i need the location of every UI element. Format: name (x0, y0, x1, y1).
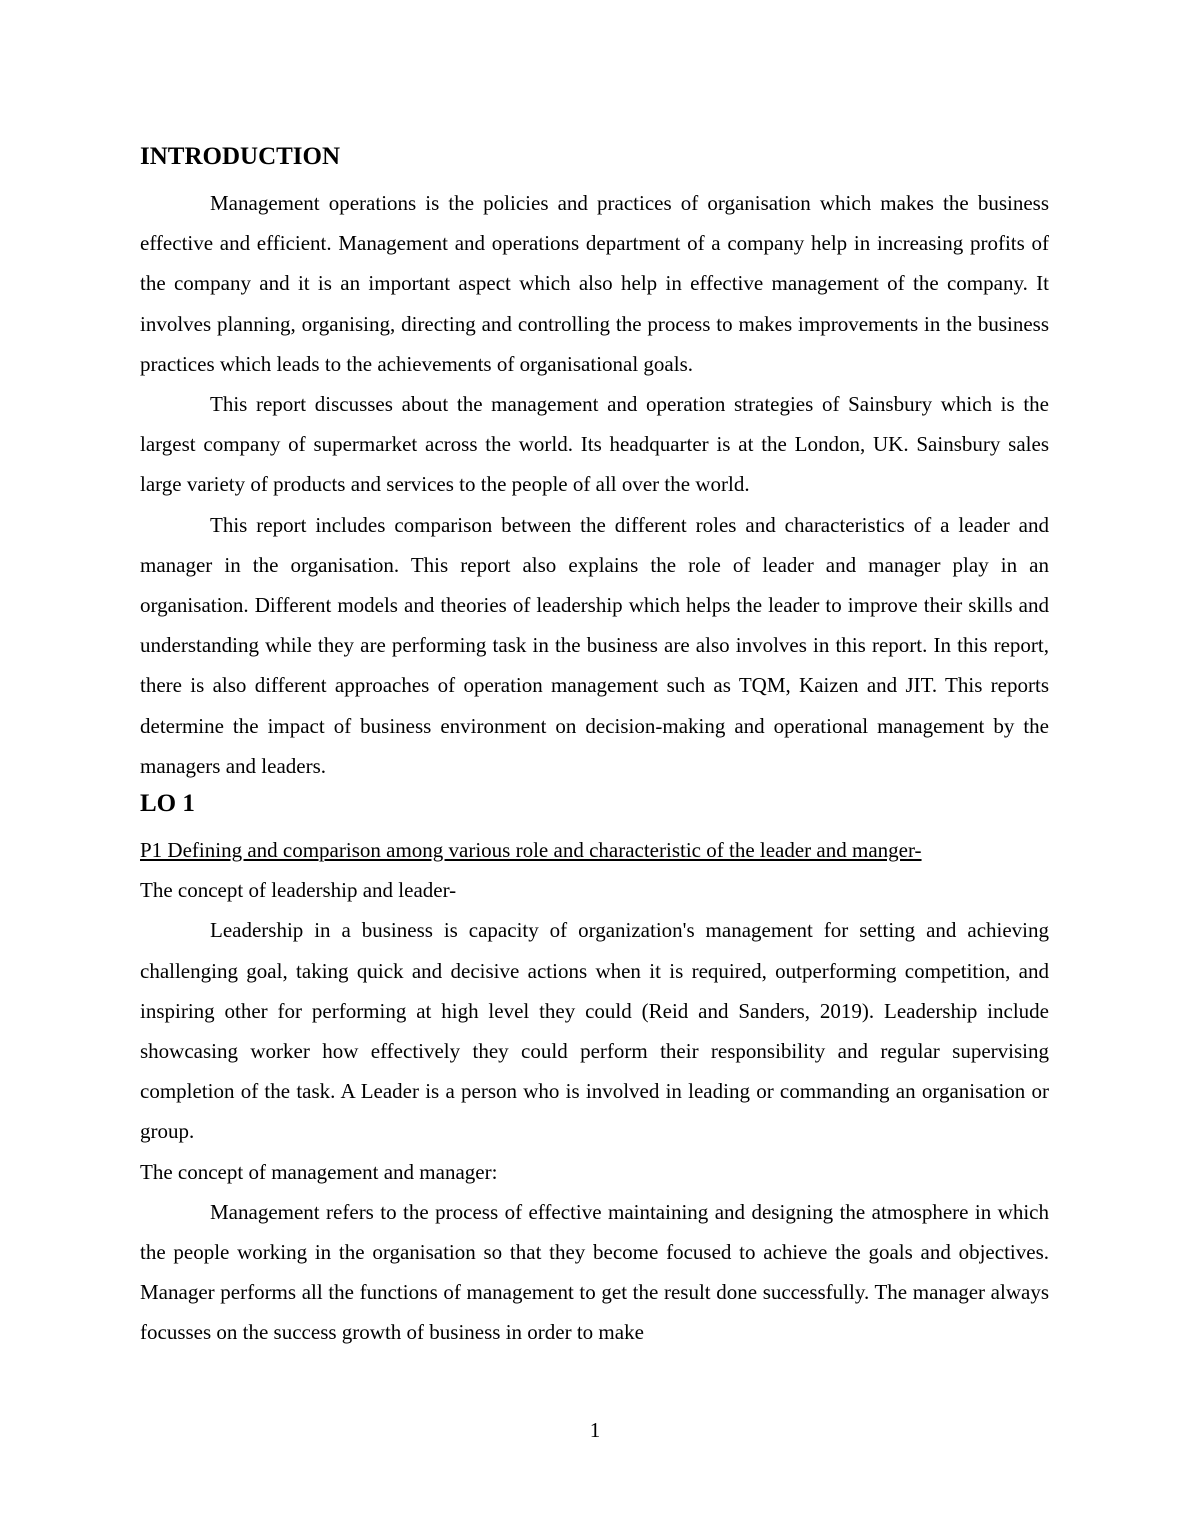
introduction-paragraph-3: This report includes comparison between the different roles and characteristics of a leader and manager in the organisation. This report also explains the role of leader and manager play in an organisation. Different models and theories of leadership which helps the leader to improve their skills and understanding while they are performing task in the business are also involves in this report. In this report, there is also different approaches of operation management such as TQM, Kaizen and JIT. This reports determine the impact of business environment on decision-making and operational management by the managers and leaders. (140, 512, 1049, 778)
page-number: 1 (589, 1418, 601, 1442)
management-paragraph: Management refers to the process of effective maintaining and designing the atmosphere in which the people working in the organisation so that they become focused to achieve the goals and objectives. Manager performs all the functions of management to get the result done successfully. The manager always focusses on the success growth of business in order to make (140, 1199, 1049, 1345)
introduction-paragraph-1: Management operations is the policies and practices of organisation which makes the business effective and efficient. Management and operations department of a company help in increasing profits of the company and it is an important aspect which also help in effective management of the company. It involves planning, organising, directing and controlling the process to makes improvements in the business practices which leads to the achievements of organisational goals. (140, 191, 1049, 376)
leadership-subtitle: The concept of leadership and leader- (140, 878, 457, 903)
leadership-paragraph: Leadership in a business is capacity of organization's management for setting and achieving challenging goal, taking quick and decisive actions when it is required, outperforming competition, and inspiring other for performing at high level they could (Reid and Sanders, 2019). Leadership include showcasing worker how effectively they could perform their responsibility and regular supervising completion of the task. A Leader is a person who is involved in leading or commanding an organisation or group. (140, 918, 1049, 1144)
p1-title: P1 Defining and comparison among various role and characteristic of the leader and manger- (140, 838, 922, 863)
management-subtitle: The concept of management and manager: (140, 1159, 498, 1184)
introduction-paragraph-2: This report discusses about the management and operation strategies of Sainsbury which is the largest company of supermarket across the world. Its headquarter is at the London, UK. Sainsbury sales large variety of products and services to the people of all over the world. (140, 392, 1049, 497)
introduction-heading: INTRODUCTION (140, 143, 341, 170)
lo1-heading: LO 1 (140, 790, 195, 818)
page-content (140, 139, 1049, 1353)
